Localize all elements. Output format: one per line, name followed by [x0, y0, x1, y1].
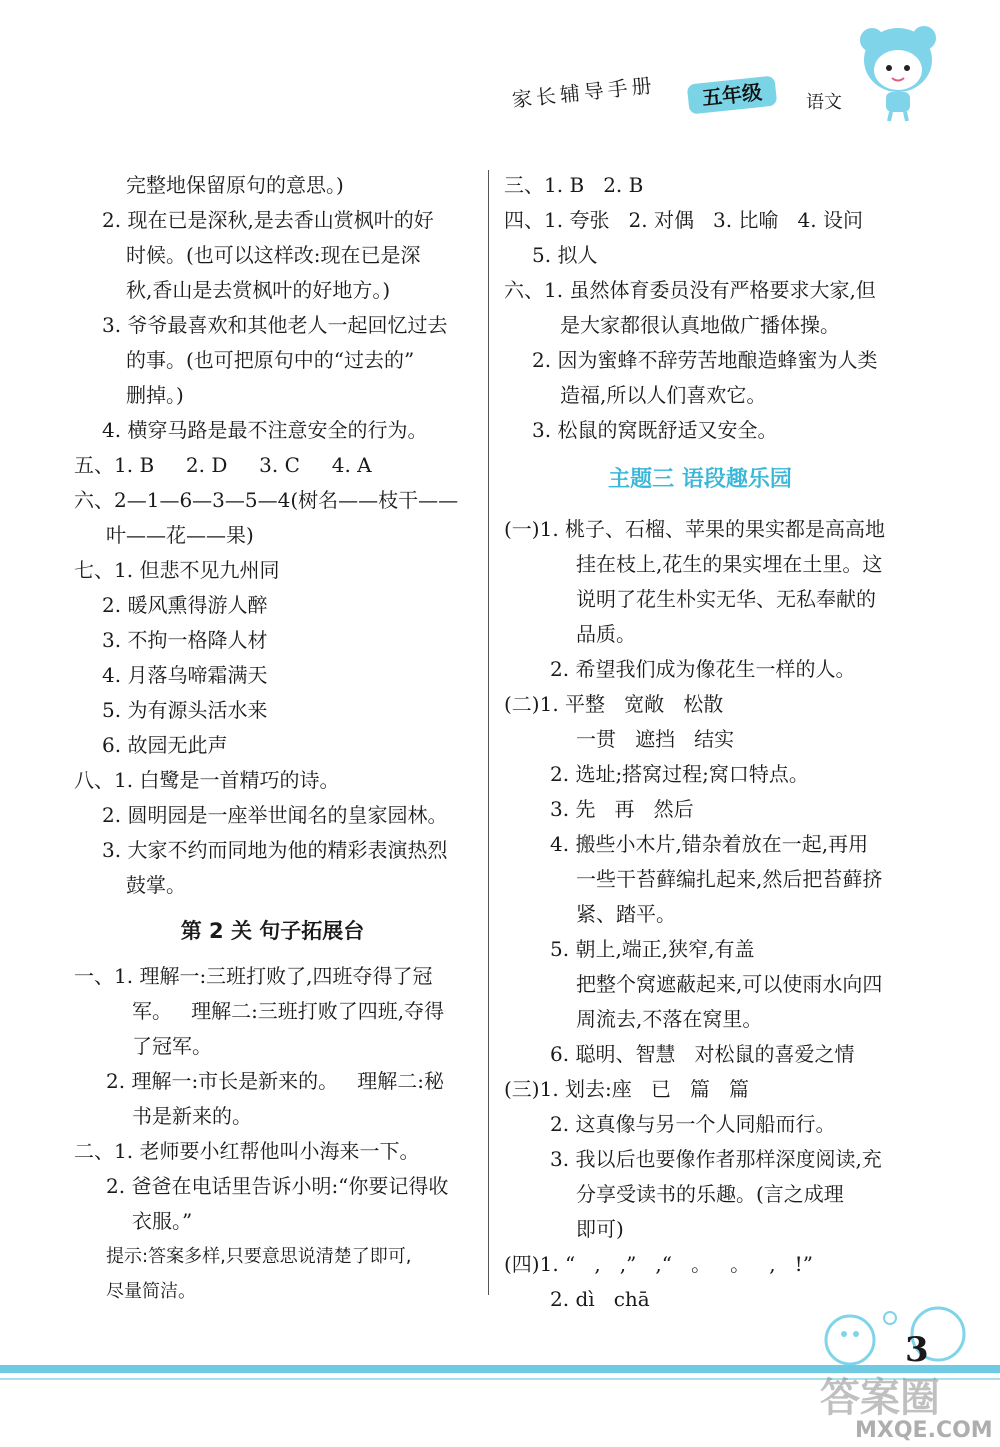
- answer-line: 分享受读书的乐趣。(言之成理: [576, 1182, 844, 1206]
- answer-line: 挂在枝上,花生的果实埋在土里。这: [576, 552, 883, 576]
- answer-line: 2. 理解一:市长是新来的。 理解二:秘: [106, 1069, 444, 1093]
- right-column: [500, 168, 900, 1317]
- answer-line: (三)1. 划去:座 已 篇 篇: [504, 1077, 749, 1101]
- answer-line: 的事。(也可把原句中的“过去的”: [126, 348, 415, 372]
- answer-line: 3. 大家不约而同地为他的精彩表演热烈: [102, 838, 448, 862]
- watermark-url: MXQE.COM: [855, 1418, 993, 1443]
- answer-line: 四、1. 夸张 2. 对偶 3. 比喻 4. 设问: [504, 208, 863, 232]
- answer-line: 5. 为有源头活水来: [102, 698, 268, 722]
- answer-line: 紧、踏平。: [576, 902, 676, 926]
- left-column: [70, 168, 475, 1309]
- answer-line: 2. 暖风熏得游人醉: [102, 593, 268, 617]
- bubble-decoration-icon: [820, 1300, 970, 1370]
- answer-line: 三、1. B 2. B: [504, 173, 644, 197]
- answer-line: 4. 月落乌啼霜满天: [102, 663, 268, 687]
- section-title: 第 2 关 句子拓展台: [180, 919, 365, 943]
- answer-line: 八、1. 白鹭是一首精巧的诗。: [74, 768, 340, 792]
- answer-line: 2. 这真像与另一个人同船而行。: [550, 1112, 836, 1136]
- grade-badge: 五年级: [687, 75, 778, 114]
- answer-line: 3. 松鼠的窝既舒适又安全。: [532, 418, 778, 442]
- book-title: 家长辅导手册: [510, 73, 657, 112]
- answer-line: 七、1. 但悲不见九州同: [74, 558, 280, 582]
- answer-line: 5. 拟人: [532, 243, 598, 267]
- answer-line: 3. 我以后也要像作者那样深度阅读,充: [550, 1147, 882, 1171]
- answer-line: 周流去,不落在窝里。: [576, 1007, 763, 1031]
- answer-line: 造福,所以人们喜欢它。: [560, 383, 767, 407]
- answer-line: (四)1. “ , ,” ,“ 。 。 , !”: [504, 1252, 813, 1276]
- answer-line: 五、1. B 2. D 3. C 4. A: [74, 453, 372, 477]
- answer-line: (一)1. 桃子、石榴、苹果的果实都是高高地: [504, 517, 886, 541]
- answer-line: 军。 理解二:三班打败了四班,夺得: [132, 999, 445, 1023]
- answer-line: 衣服。”: [132, 1209, 193, 1233]
- answer-line: 2. 希望我们成为像花生一样的人。: [550, 657, 856, 681]
- answer-line: 删掉。): [126, 383, 184, 407]
- page-header: [0, 0, 1000, 150]
- answer-line: 了冠军。: [132, 1034, 212, 1058]
- answer-line: 叶——花——果): [106, 523, 254, 547]
- answer-line: 4. 横穿马路是最不注意安全的行为。: [102, 418, 428, 442]
- answer-line: 3. 不拘一格降人材: [102, 628, 268, 652]
- hint-text: 尽量简洁。: [106, 1281, 196, 1302]
- page-number: 3: [905, 1330, 929, 1370]
- answer-line: 二、1. 老师要小红帮他叫小海来一下。: [74, 1139, 420, 1163]
- answer-line: 秋,香山是去赏枫叶的好地方。): [126, 278, 391, 302]
- answer-line: 6. 故园无此声: [102, 733, 228, 757]
- answer-line: 5. 朝上,端正,狭窄,有盖: [550, 937, 755, 961]
- answer-line: 3. 先 再 然后: [550, 797, 694, 821]
- answer-line: 是大家都很认真地做广播体操。: [560, 313, 840, 337]
- answer-line: 3. 爷爷最喜欢和其他老人一起回忆过去: [102, 313, 448, 337]
- answer-line: 品质。: [576, 622, 636, 646]
- answer-line: 时候。(也可以这样改:现在已是深: [126, 243, 421, 267]
- answer-line: 把整个窝遮蔽起来,可以使雨水向四: [576, 972, 883, 996]
- answer-line: 2. 选址;搭窝过程;窝口特点。: [550, 762, 809, 786]
- watermark: 答案圈: [820, 1375, 940, 1421]
- answer-line: 一些干苔藓编扎起来,然后把苔藓挤: [576, 867, 883, 891]
- answer-line: 2. 因为蜜蜂不辞劳苦地酿造蜂蜜为人类: [532, 348, 878, 372]
- answer-line: 2. dì chā: [550, 1287, 650, 1311]
- answer-line: 4. 搬些小木片,错杂着放在一起,再用: [550, 832, 869, 856]
- theme-title: 主题三 语段趣乐园: [608, 467, 792, 492]
- answer-line: 完整地保留原句的意思。): [126, 173, 344, 197]
- answer-line: 鼓掌。: [126, 873, 186, 897]
- answer-line: 六、1. 虽然体育委员没有严格要求大家,但: [504, 278, 876, 302]
- answer-line: 一贯 遮挡 结实: [576, 727, 735, 751]
- subject-label: 语文: [806, 92, 842, 113]
- girl-mascot-icon: [858, 18, 948, 123]
- answer-line: 即可): [576, 1217, 624, 1241]
- answer-line: 一、1. 理解一:三班打败了,四班夺得了冠: [74, 964, 433, 988]
- answer-line: 书是新来的。: [132, 1104, 252, 1128]
- answer-line: 2. 爸爸在电话里告诉小明:“你要记得收: [106, 1174, 449, 1198]
- answer-line: 说明了花生朴实无华、无私奉献的: [576, 587, 876, 611]
- answer-line: 2. 现在已是深秋,是去香山赏枫叶的好: [102, 208, 434, 232]
- column-divider: [488, 170, 489, 1295]
- hint-text: 提示:答案多样,只要意思说清楚了即可,: [106, 1246, 412, 1267]
- answer-line: 六、2—1—6—3—5—4(树名——枝干——: [74, 488, 459, 512]
- answer-line: 2. 圆明园是一座举世闻名的皇家园林。: [102, 803, 448, 827]
- answer-line: 6. 聪明、智慧 对松鼠的喜爱之情: [550, 1042, 855, 1066]
- answer-line: (二)1. 平整 宽敞 松散: [504, 692, 724, 716]
